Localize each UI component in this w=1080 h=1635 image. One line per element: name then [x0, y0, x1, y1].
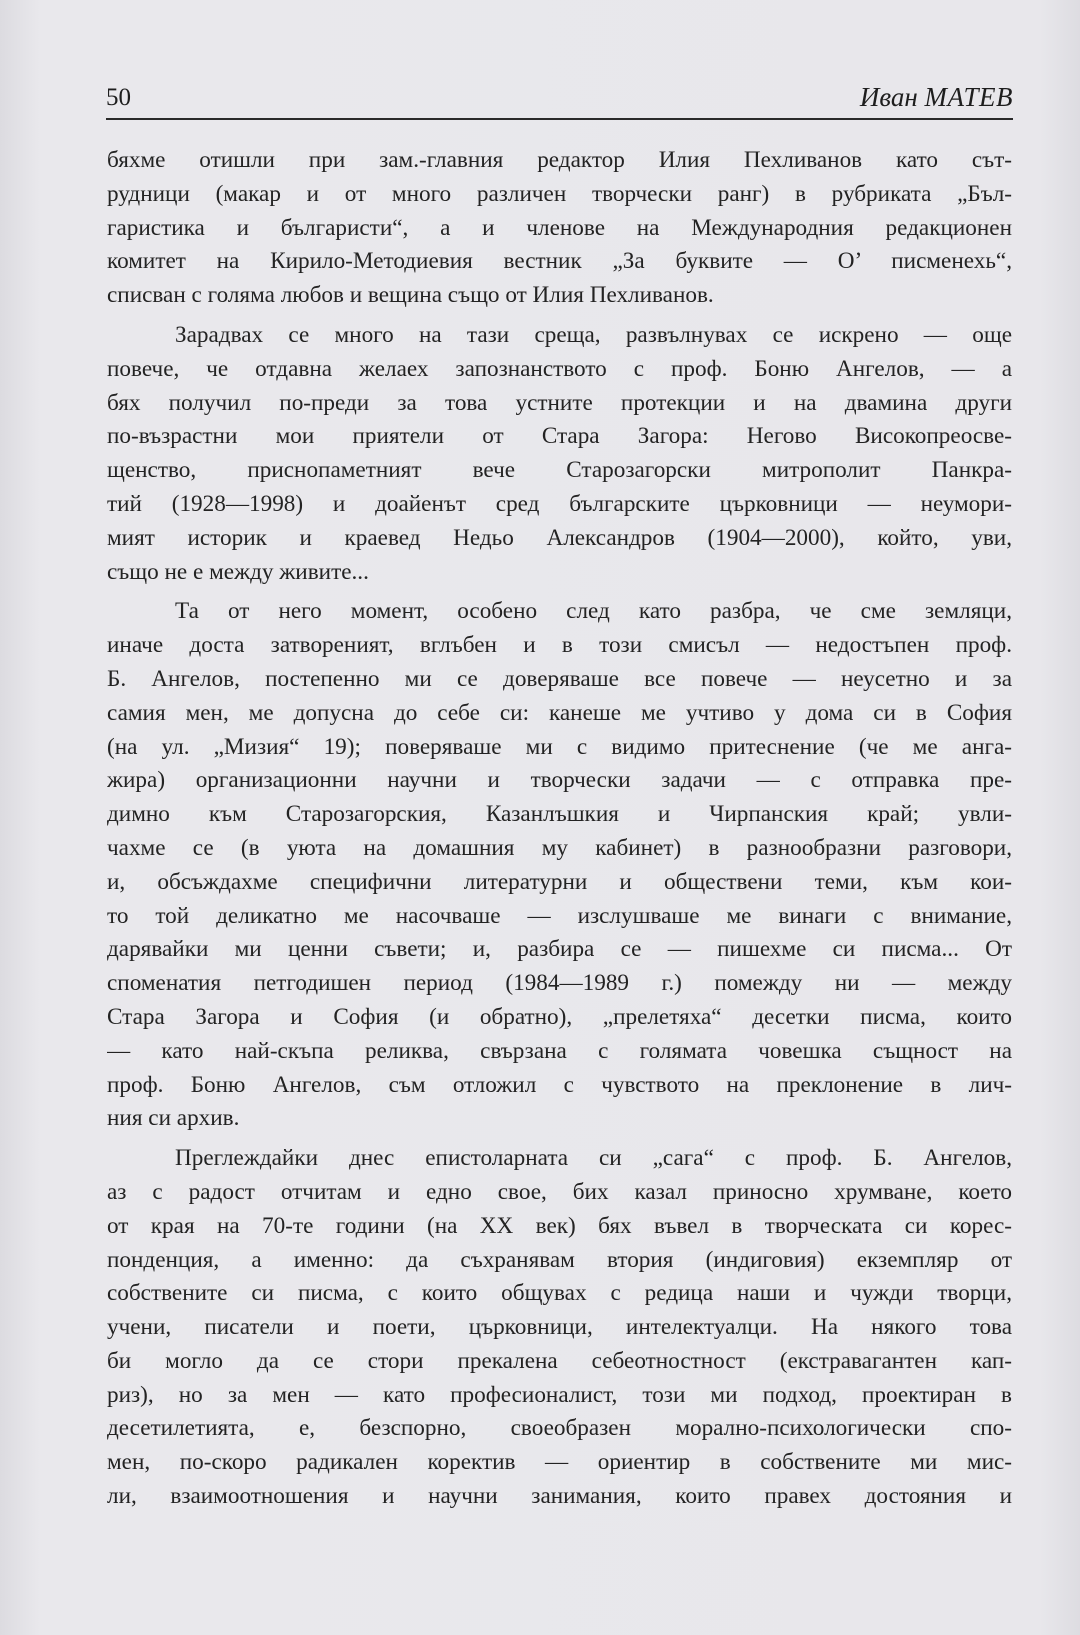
text-line: — като най-скъпа реликва, свързана с голямата човешка същност на [107, 1037, 1012, 1064]
text-line: Стара Загора и София (и обратно), „прелетяха“ десетки писма, които [107, 1003, 1012, 1030]
text-line: десетилетията, е, безспорно, своеобразен морално-психологически спо- [107, 1415, 1012, 1442]
text-line: по-възрастни мои приятели от Стара Загора: Негово Високопреосве- [107, 423, 1012, 450]
text-line: дарявайки ми ценни съвети; и, разбира се — пишехме си писма... От [107, 936, 1012, 963]
text-line: ния си архив. [107, 1105, 240, 1132]
text-line: Зарадвах се много на тази среща, развълнувах се искрено — още [175, 321, 1012, 348]
author-first-name: Иван [859, 82, 918, 112]
page-number: 50 [106, 84, 131, 111]
text-line: риз), но за мен — като професионалист, този ми подход, проектиран в [107, 1381, 1012, 1408]
text-line: също не е между живите... [107, 558, 369, 585]
text-line: иначе доста затвореният, вглъбен и в този смисъл — недостъпен проф. [107, 632, 1012, 659]
text-line: мен, по-скоро радикален коректив — ориентир в собствените ми мис- [107, 1449, 1012, 1476]
paragraph [107, 595, 1012, 1136]
running-header [106, 78, 1013, 120]
paragraph [107, 144, 1012, 313]
author-running-head [860, 82, 1013, 113]
text-line: аз с радост отчитам и едно свое, бих казал приносно хрумване, което [107, 1178, 1012, 1205]
text-line: собствените си писма, с които общувах с редица наши и чужди творци, [107, 1280, 1012, 1307]
text-line: проф. Боню Ангелов, съм отложил с чувството на преклонение в лич- [107, 1071, 1012, 1098]
text-line: то той деликатно ме насочваше — изслушваше ме винаги с внимание, [107, 902, 1012, 929]
text-line: самия мен, ме допусна до себе си: канеше ме учтиво у дома си в София [107, 699, 1012, 726]
text-line: тий (1928—1998) и доайенът сред българските църковници — неумори- [107, 490, 1012, 517]
text-line: и, обсъждахме специфични литературни и обществени теми, към кои- [107, 868, 1012, 895]
text-line: комитет на Кирило-Методиевия вестник „За буквите — О’ писменехь“, [107, 248, 1012, 275]
text-line: гаристика и българисти“, а и членове на Международния редакционен [107, 214, 1012, 241]
text-line: ли, взаимоотношения и научни занимания, които правех достояния и [107, 1483, 1012, 1510]
text-line: Б. Ангелов, постепенно ми се доверяваше все повече — неусетно и за [107, 665, 1012, 692]
text-line: понденция, а именно: да съхранявам втория (индиговия) екземпляр от [107, 1246, 1012, 1273]
text-line: би могло да се стори прекалена себеотностност (екстравагантен кап- [107, 1347, 1012, 1374]
text-line: (на ул. „Мизия“ 19); поверяваше ми с видимо притеснение (че ме анга- [107, 733, 1012, 760]
text-line: списван с голяма любов и вещина също от Илия Пехливанов. [107, 282, 714, 309]
text-line: учени, писатели и поети, църковници, интелектуалци. На някого това [107, 1314, 1012, 1341]
paragraph [107, 319, 1012, 589]
text-line: жира) организационни научни и творчески задачи — с отправка пре- [107, 767, 1012, 794]
text-line: от края на 70-те години (на XX век) бях въвел в творческата си корес- [107, 1212, 1012, 1239]
text-line: Преглеждайки днес епистоларната си „сага“ с проф. Б. Ангелов, [175, 1145, 1012, 1172]
author-last-name: МАТЕВ [924, 82, 1013, 112]
text-line: мият историк и краевед Недьо Александров (1904—2000), който, уви, [107, 524, 1012, 551]
text-line: бях получил по-преди за това устните протекции и на двамина други [107, 389, 1012, 416]
text-line: димно към Старозагорския, Казанлъшкия и Чирпанския край; увли- [107, 801, 1012, 828]
text-line: щенство, приснопаметният вече Старозагорски митрополит Панкра- [107, 457, 1012, 484]
text-line: рудници (макар и от много различен творчески ранг) в рубриката „Бъл- [107, 180, 1012, 207]
paragraph [107, 1142, 1012, 1514]
text-line: чахме се (в уюта на домашния му кабинет) в разнообразни разговори, [107, 834, 1012, 861]
body-text [107, 144, 1012, 1520]
text-line: бяхме отишли при зам.-главния редактор Илия Пехливанов като сът- [107, 147, 1012, 173]
text-line: повече, че отдавна желаех запознанството с проф. Боню Ангелов, — а [107, 355, 1012, 382]
text-line: споменатия петгодишен период (1984—1989 г.) помежду ни — между [107, 970, 1012, 997]
text-line: Та от него момент, особено след като разбра, че сме земляци, [175, 598, 1012, 625]
